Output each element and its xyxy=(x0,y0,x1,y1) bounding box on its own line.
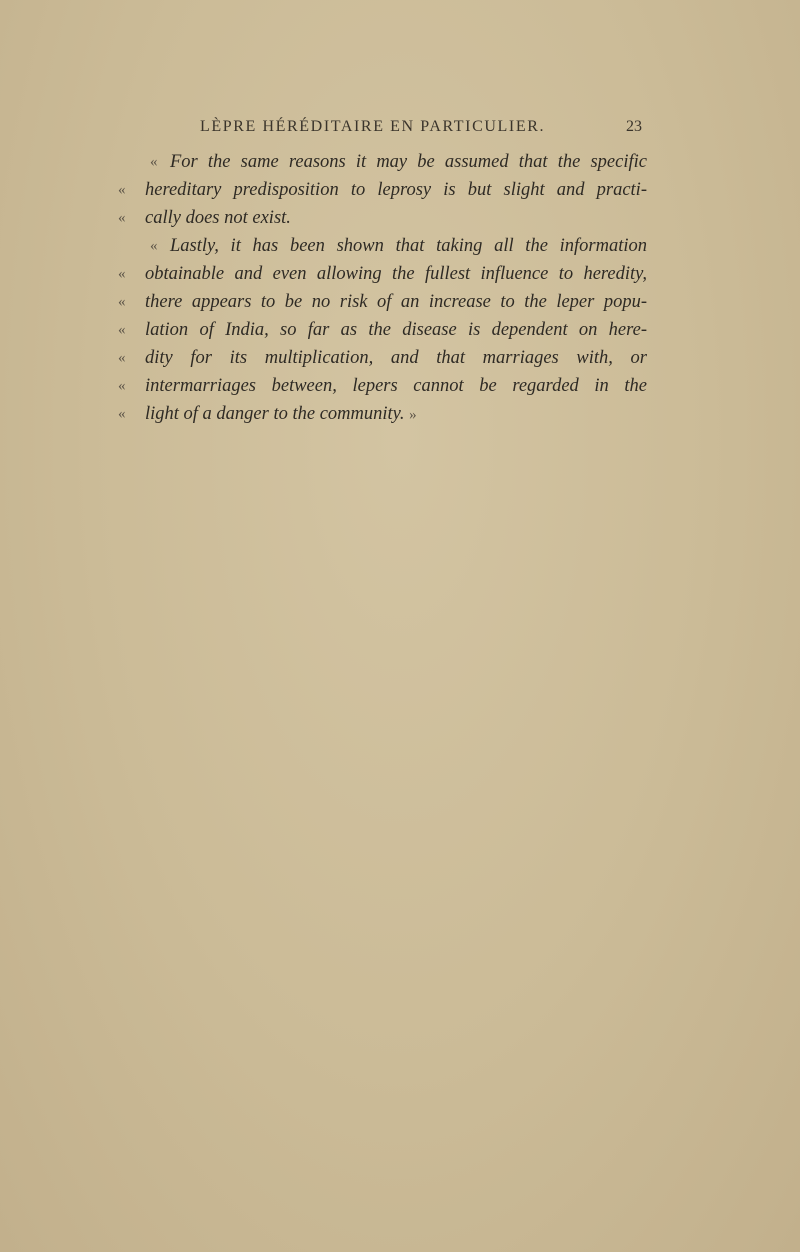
line-text: there appears to be no risk of an increase to the leper popu- xyxy=(145,292,647,312)
continuation-quote-mark: « xyxy=(118,406,126,422)
running-title: LÈPRE HÉRÉDITAIRE EN PARTICULIER. xyxy=(200,118,546,135)
line-text: intermarriages between, lepers cannot be regarded in the xyxy=(145,376,647,396)
text-line xyxy=(0,348,800,376)
text-line xyxy=(0,152,800,180)
continuation-quote-mark: « xyxy=(118,182,126,198)
opening-quote-mark: « xyxy=(150,238,158,254)
line-text: dity for its multiplication, and that marriages with, or xyxy=(145,348,647,368)
text-line xyxy=(0,264,800,292)
continuation-quote-mark: « xyxy=(118,294,126,310)
line-text: Lastly, it has been shown that taking all the information xyxy=(170,236,647,256)
continuation-quote-mark: « xyxy=(118,378,126,394)
text-line xyxy=(0,180,800,208)
text-line xyxy=(0,292,800,320)
continuation-quote-mark: « xyxy=(118,266,126,282)
text-line xyxy=(0,320,800,348)
continuation-quote-mark: « xyxy=(118,322,126,338)
text-line xyxy=(0,376,800,404)
line-text: lation of India, so far as the disease is dependent on here- xyxy=(145,320,647,340)
line-text: obtainable and even allowing the fullest influence to heredity, xyxy=(145,264,647,284)
line-text: cally does not exist. xyxy=(145,208,291,228)
continuation-quote-mark: « xyxy=(118,350,126,366)
page-number: 23 xyxy=(626,118,642,135)
page-header xyxy=(0,118,800,142)
closing-quote-mark: » xyxy=(409,407,417,423)
text-line xyxy=(0,236,800,264)
line-text: For the same reasons it may be assumed that the specific xyxy=(170,152,647,172)
line-text: hereditary predisposition to leprosy is but slight and practi- xyxy=(145,180,647,200)
opening-quote-mark: « xyxy=(150,154,158,170)
text-line xyxy=(0,208,800,236)
continuation-quote-mark: « xyxy=(118,210,126,226)
line-text xyxy=(145,404,647,425)
text-line xyxy=(0,404,800,432)
final-line-text: light of a danger to the community. xyxy=(145,404,405,424)
